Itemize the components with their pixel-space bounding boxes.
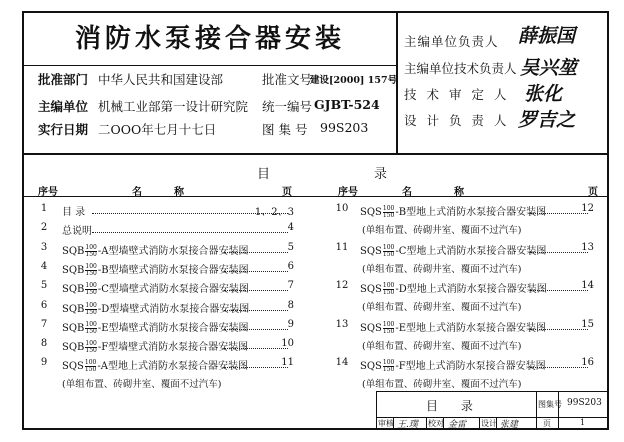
toc-row-prefix: 总说明 [62,226,92,238]
toc-row-page: 12 [581,203,594,214]
toc-row-note: (单组布置、砖砌井室、覆面不过汽车) [362,302,522,314]
toc-row-page: 9 [287,318,294,330]
toc-row-size-top: 100 [85,301,97,309]
toc-row-size-fraction [383,283,394,296]
toc-row [24,357,607,374]
toc-row-number: 13 [335,318,349,330]
page-title: 消防水泵接合器安装 [74,24,345,54]
toc-heading-left: 目 [257,167,271,182]
toc-row-size-top: 100 [84,359,97,367]
toc-row-prefix: SQB [62,342,85,354]
toc-row [24,203,607,217]
unified-no-label: 统一编号 [262,99,313,114]
toc-row-number: 7 [40,318,48,330]
toc-row-prefix: SQS [360,245,382,257]
toc-row-note: (单组布置、砖砌井室、覆面不过汽车) [362,225,522,236]
toc-row-size-top: 100 [382,205,395,212]
effective-date-label: 实行日期 [38,122,89,137]
col-page-left: 页 [282,187,292,198]
toc-row-size-top: 100 [85,282,97,290]
col-no-left: 序号 [38,187,58,198]
toc-row-size-top: 100 [85,340,97,348]
toc-row [24,242,607,256]
toc-row-title [360,357,546,373]
toc-row-prefix: SQS [62,361,84,373]
toc-row-page: 11 [281,357,294,369]
toc-row-number: 6 [40,299,48,311]
titleblock-page-label: 页 [543,419,551,428]
toc-row-name: -F型地上式消防水泵接合器安装图 [395,361,546,373]
titleblock-name: 目 录 [426,399,473,413]
toc-row-name: -F型墙壁式消防水泵接合器安装图 [97,342,249,354]
toc-row-size-bottom: 150 [85,347,97,355]
col-name2-left: 称 [174,187,184,198]
toc-row-size-top: 100 [382,243,395,251]
toc-row-size-top: 100 [382,359,395,367]
toc-row-number: 5 [40,280,48,292]
approval-dept-label: 批准部门 [38,72,89,87]
titleblock-atlas-label: 图集号 [538,400,562,409]
toc-row-size-bottom: 150 [85,250,97,258]
designer-label: 设 计 负 责 人 [404,113,510,128]
unified-no: GJBT-524 [314,97,380,112]
editor-unit: 机械工业部第一设计研究院 [98,99,249,114]
toc-row-number: 12 [335,280,349,292]
toc-row-name: -C型墙壁式消防水泵接合器安装图 [97,284,249,296]
toc-row-prefix: SQS [360,284,382,296]
toc-row-note: (单组布置、砖砌井室、覆面不过汽车) [362,379,522,391]
titleblock-review-label: 审核 [378,419,394,428]
toc-row-page: 5 [287,241,294,253]
toc-row-page: 15 [581,318,594,330]
toc-row-name: -E型墙壁式消防水泵接合器安装图 [97,322,249,334]
toc-row-title [62,261,249,277]
toc-row-size-fraction [383,206,394,219]
reviewer-signature: 张化 [524,83,563,105]
toc-row-title [62,300,249,316]
col-name2-right: 称 [454,187,464,198]
titleblock-sep6 [479,417,480,428]
titleblock-design-sig: 张建 [500,420,519,430]
col-name1-right: 名 [402,187,412,198]
toc-row-size-fraction [383,322,394,335]
chief-editor-signature: 薛振国 [518,25,576,47]
toc-row-number: 14 [335,357,349,369]
toc-row-page: 13 [581,241,594,253]
toc-row-number: 11 [335,241,349,253]
toc-row-page: 10 [281,338,294,350]
toc-row-page: 6 [287,260,294,272]
toc-row-prefix: SQB [62,284,85,296]
toc-row-note: (单组布置、砖砌井室、覆面不过汽车) [362,263,522,275]
toc-row-name: -A型地上式消防水泵接合器安装图 [97,361,248,373]
toc-row-number: 8 [40,338,48,350]
toc-row-size-bottom: 150 [85,269,97,277]
tech-lead-label: 主编单位技术负责人 [404,61,517,76]
titleblock-review-sig: 王.璞 [397,420,418,430]
toc-row-page: 8 [287,299,294,311]
toc-row-size-fraction [383,360,394,373]
approval-dept: 中华人民共和国建设部 [98,72,224,87]
titleblock-sep4 [426,417,427,428]
toc-row-name: -B型地上式消防水泵接合器安装图 [395,207,547,218]
atlas-no: 99S203 [320,120,369,135]
toc-row-number: 1 [40,203,48,214]
toc-row-size-bottom: 150 [382,366,395,374]
toc-row-page: 16 [581,357,594,369]
toc-row [24,280,607,297]
toc-row-page: 1、2、3 [254,207,294,218]
titleblock-check-sig: 金雷 [448,420,467,430]
toc-row-number: 9 [40,357,48,369]
toc-row-size-top: 100 [382,320,395,328]
toc-row-prefix: SQS [360,322,382,334]
toc-row-number: 2 [40,222,48,234]
toc-row-number: 4 [40,260,48,272]
toc-row-prefix: 目 录 [62,207,86,218]
atlas-no-label: 图 集 号 [262,122,308,137]
toc-row-title [360,319,546,335]
chief-editor-label: 主编单位负责人 [404,34,499,49]
toc-row-page: 4 [287,222,294,234]
toc-row-size-fraction [85,341,96,354]
approval-doc-label: 批准文号 [262,72,313,87]
toc-row-name: -A型墙壁式消防水泵接合器安装图 [97,245,249,257]
editor-unit-label: 主编单位 [38,99,89,114]
toc-row-title [360,280,547,296]
toc-row-page: 14 [581,280,594,292]
header-bottom-rule [24,153,607,155]
titleblock-page-no: 1 [580,418,586,427]
toc-row-size-top: 100 [85,243,97,251]
approval-doc: 建设[2000] 157号 [310,75,398,86]
toc-row-prefix: SQB [62,264,85,276]
toc-row-number: 3 [40,241,48,253]
toc-heading-right: 录 [374,167,388,182]
toc-row-size-bottom: 150 [85,289,97,297]
titleblock-left [376,391,377,428]
titleblock-design-label: 设计 [481,419,497,428]
toc-row-size-top: 100 [382,282,395,290]
toc-row-size-top: 100 [85,262,97,270]
toc-row-size-bottom: 150 [84,366,97,374]
titleblock-check-label: 校对 [428,419,444,428]
col-name1-left: 名 [132,187,142,198]
titleblock-atlas-no: 99S203 [567,398,602,408]
toc-row-size-bottom: 150 [382,289,395,297]
toc-row [24,319,607,333]
col-no-right: 序号 [338,187,358,198]
toc-row-name: -D型地上式消防水泵接合器安装图 [395,284,547,296]
toc-row-size-bottom: 150 [382,250,395,258]
tech-lead-signature: 吴兴堃 [520,57,578,79]
toc-row-title [360,242,546,258]
effective-date: 二OOO年七月十七日 [98,122,217,137]
toc-row-title [62,338,248,354]
toc-row-title [62,222,92,237]
toc-row-size-fraction [85,264,96,277]
titleblock-sep1 [536,391,537,428]
toc-row-name: -D型墙壁式消防水泵接合器安装图 [97,303,250,315]
toc-row-title [360,203,546,219]
col-page-right: 页 [588,187,598,198]
toc-row-note: (单组布置、砖砌井室、覆面不过汽车) [362,340,522,352]
toc-row-prefix: SQB [62,245,85,257]
toc-row-size-fraction [383,245,394,258]
toc-row-prefix: SQS [360,207,382,218]
toc-row-name: -B型墙壁式消防水泵接合器安装图 [97,264,249,276]
drawing-sheet [22,11,609,430]
reviewer-label: 技 术 审 定 人 [404,87,510,102]
toc-row-name: -E型地上式消防水泵接合器安装图 [395,322,547,334]
toc-row-prefix: SQS [360,361,382,373]
toc-row-size-fraction [85,303,96,316]
toc-row-prefix: SQB [62,303,85,315]
toc-row-size-bottom: 150 [85,308,97,316]
toc-row-size-bottom: 150 [85,327,97,335]
toc-row-size-bottom: 150 [382,212,395,219]
designer-signature: 罗吉之 [518,109,576,131]
toc-row-name: -C型地上式消防水泵接合器安装图 [395,245,547,257]
titleblock-top [376,391,607,392]
toc-row-prefix: SQB [62,322,85,334]
toc-row-number: 10 [335,203,349,214]
toc-row-page: 7 [287,280,294,292]
toc-header-rule [24,196,607,197]
title-underline [24,65,396,66]
toc-row-size-top: 100 [85,320,97,328]
toc-row-size-bottom: 150 [382,327,395,335]
toc-left-note: (单组布置、砖砌井室、覆面不过汽车) [62,379,222,390]
